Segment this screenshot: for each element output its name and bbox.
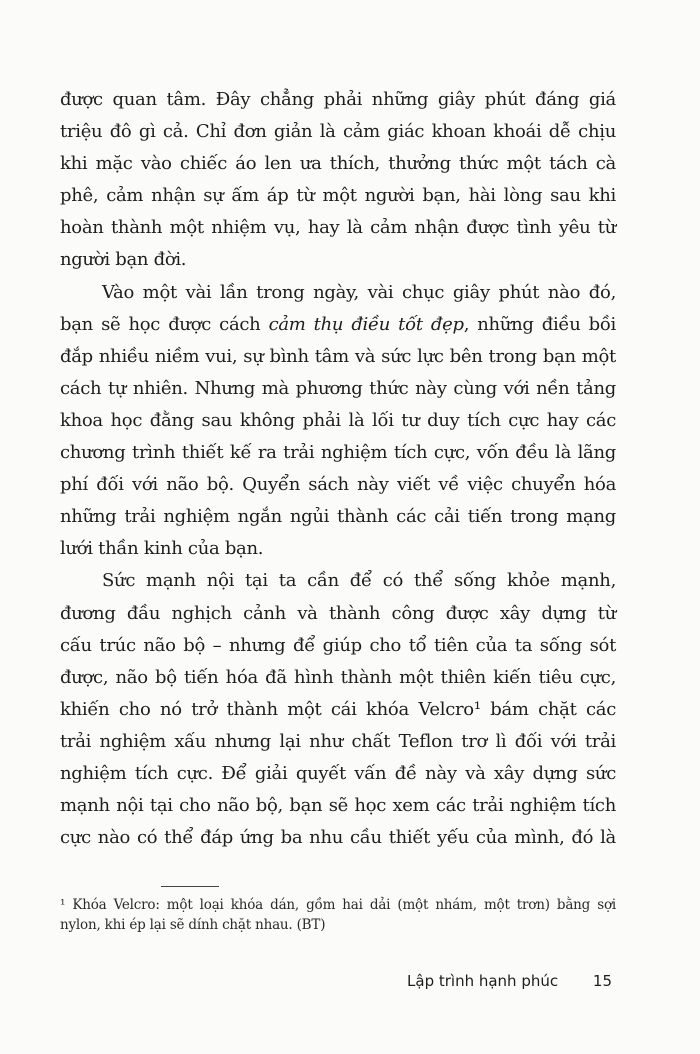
text-line: người bạn đời. bbox=[60, 249, 187, 271]
emphasis-text: cảm thụ điều tốt đẹp bbox=[268, 313, 464, 335]
text-line: phí đối với não bộ. Quyển sách này viết về việc chuyển hóa bbox=[60, 474, 616, 496]
text-line: chương trình thiết kế ra trải nghiệm tích cực, vốn đều là lãng bbox=[60, 442, 616, 464]
paragraph-2 bbox=[60, 277, 616, 566]
running-title: Lập trình hạnh phúc bbox=[407, 972, 559, 990]
text-line: hoàn thành một nhiệm vụ, hay là cảm nhận được tình yêu từ bbox=[60, 217, 616, 239]
text-line: cách tự nhiên. Nhưng mà phương thức này cùng với nền tảng bbox=[60, 377, 616, 399]
text-line: đương đầu nghịch cảnh và thành công được xây dựng từ bbox=[60, 602, 616, 624]
text-line: được quan tâm. Đây chẳng phải những giây phút đáng giá bbox=[60, 89, 616, 110]
text-line: những trải nghiệm ngắn ngủi thành các cải tiến trong mạng bbox=[60, 506, 616, 528]
text-line: bạn sẽ học được cách cảm thụ điều tốt đẹp, những điều bồi bbox=[60, 313, 617, 335]
text-line: đắp nhiều niềm vui, sự bình tâm và sức lực bên trong bạn một bbox=[60, 345, 616, 367]
text-line: mạnh nội tại cho não bộ, bạn sẽ học xem các trải nghiệm tích bbox=[60, 795, 616, 817]
text-line: cấu trúc não bộ – nhưng để giúp cho tổ tiên của ta sống sót bbox=[60, 634, 616, 656]
text-line: Sức mạnh nội tại ta cần để có thể sống khỏe mạnh, bbox=[102, 570, 616, 592]
text-line: khi mặc vào chiếc áo len ưa thích, thưởng thức một tách cà bbox=[60, 153, 616, 175]
text-line: trải nghiệm xấu nhưng lại như chất Teflon trơ lì đối với trải bbox=[60, 730, 616, 752]
text-line: cực nào có thể đáp ứng ba nhu cầu thiết yếu của mình, đó là bbox=[60, 827, 616, 849]
text-line: Vào một vài lần trong ngày, vài chục giây phút nào đó, bbox=[102, 281, 616, 303]
text-line: lưới thần kinh của bạn. bbox=[60, 538, 264, 560]
footnote-divider bbox=[161, 886, 219, 887]
paragraph-3 bbox=[60, 565, 616, 854]
text-line: khoa học đằng sau không phải là lối tư duy tích cực hay các bbox=[60, 409, 616, 431]
footnote-line: ¹ Khóa Velcro: một loại khóa dán, gồm hai dải (một nhám, một trơn) bằng sợi bbox=[60, 897, 616, 913]
text-line: triệu đô gì cả. Chỉ đơn giản là cảm giác khoan khoái dễ chịu bbox=[60, 121, 616, 143]
text-line: nghiệm tích cực. Để giải quyết vấn đề này và xây dựng sức bbox=[60, 762, 616, 784]
footnote-line: nylon, khi ép lại sẽ dính chặt nhau. (BT) bbox=[60, 917, 326, 933]
page-footer bbox=[407, 972, 612, 990]
text-line: khiến cho nó trở thành một cái khóa Velcro¹ bám chặt các bbox=[60, 698, 616, 720]
paragraph-1 bbox=[60, 84, 616, 277]
footnote bbox=[60, 895, 616, 935]
text-line: phê, cảm nhận sự ấm áp từ một người bạn, hài lòng sau khi bbox=[60, 185, 616, 207]
page-number: 15 bbox=[592, 972, 612, 990]
text-line: được, não bộ tiến hóa đã hình thành một thiên kiến tiêu cực, bbox=[60, 666, 616, 688]
body-text bbox=[60, 84, 616, 854]
